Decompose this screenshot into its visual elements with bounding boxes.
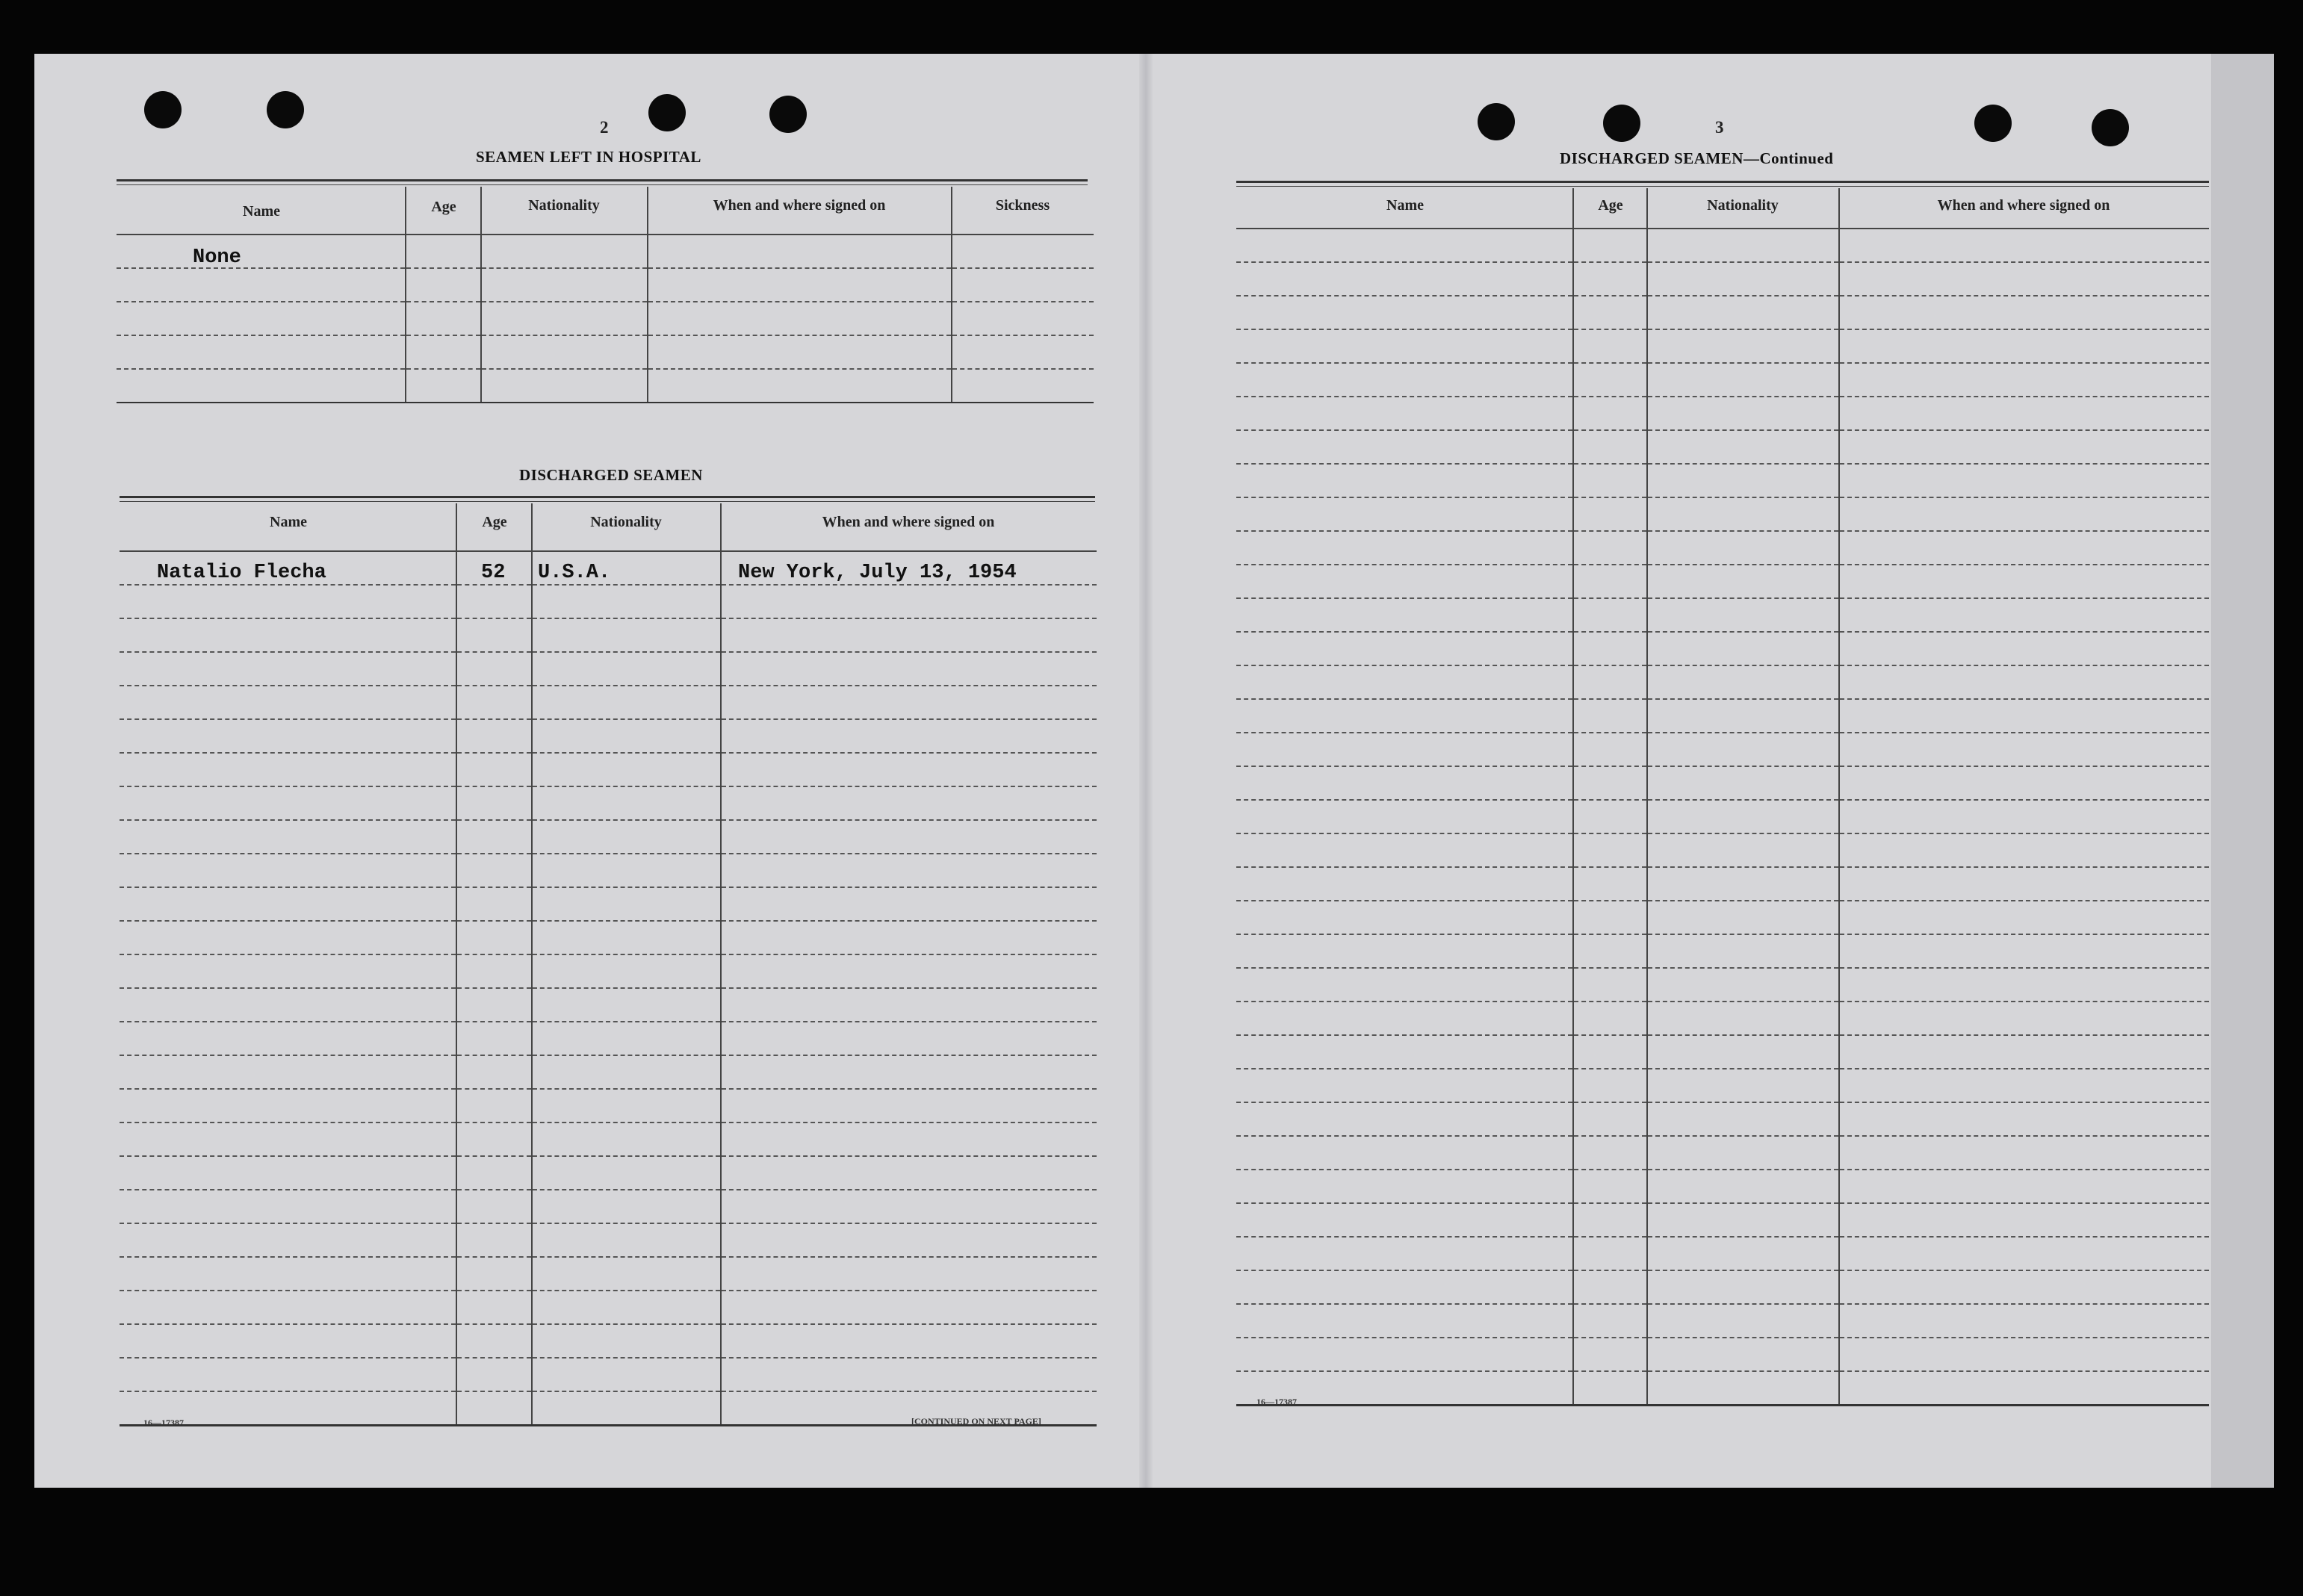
hospital-top-rule — [117, 179, 1088, 181]
hospital-col-age: Age — [431, 199, 456, 215]
paper-edge — [2211, 54, 2274, 1488]
punch-hole — [1478, 103, 1515, 140]
discharged-entry-nationality: U.S.A. — [538, 562, 611, 584]
punch-hole — [769, 96, 807, 133]
page-fold — [1139, 54, 1153, 1488]
punch-hole — [144, 91, 182, 128]
discharged-col-age: Age — [482, 514, 507, 530]
discharged-entry-name: Natalio Flecha — [157, 562, 326, 584]
punch-hole — [1603, 105, 1640, 142]
discharged-section-title: DISCHARGED SEAMEN — [519, 466, 703, 484]
hospital-col-signed-on: When and where signed on — [713, 197, 886, 214]
right-top-rule — [1236, 181, 2209, 183]
right-col-age: Age — [1598, 197, 1623, 214]
punch-hole — [1974, 105, 2012, 142]
hospital-entry-name: None — [193, 246, 241, 269]
form-number-left: 16—17387 — [143, 1418, 184, 1428]
discharged-table — [120, 503, 1097, 1426]
hospital-col-name: Name — [243, 203, 280, 220]
discharged-top-rule-thin — [120, 501, 1095, 502]
right-col-name: Name — [1386, 197, 1424, 214]
page-number-right: 3 — [1715, 118, 1724, 137]
hospital-col-sickness: Sickness — [995, 197, 1050, 214]
hospital-top-rule-thin — [117, 184, 1088, 185]
punch-hole — [648, 94, 686, 131]
discharged-col-signed-on: When and where signed on — [822, 514, 995, 530]
form-number-right: 16—17387 — [1256, 1397, 1297, 1407]
right-top-rule-thin — [1236, 186, 2209, 187]
discharged-top-rule — [120, 496, 1095, 498]
page-number-left: 2 — [600, 118, 609, 137]
punch-hole — [2092, 109, 2129, 146]
discharged-entry-signed-on: New York, July 13, 1954 — [738, 562, 1017, 584]
discharged-entry-age: 52 — [481, 562, 506, 584]
right-section-title: DISCHARGED SEAMEN—Continued — [1560, 149, 1834, 167]
right-discharged-table — [1236, 188, 2209, 1406]
hospital-col-nationality: Nationality — [528, 197, 600, 214]
punch-hole — [267, 91, 304, 128]
right-col-signed-on: When and where signed on — [1937, 197, 2110, 214]
continued-note: [CONTINUED ON NEXT PAGE] — [911, 1416, 1041, 1426]
right-col-nationality: Nationality — [1707, 197, 1779, 214]
discharged-col-nationality: Nationality — [590, 514, 662, 530]
discharged-col-name: Name — [270, 514, 307, 530]
hospital-section-title: SEAMEN LEFT IN HOSPITAL — [476, 148, 701, 166]
